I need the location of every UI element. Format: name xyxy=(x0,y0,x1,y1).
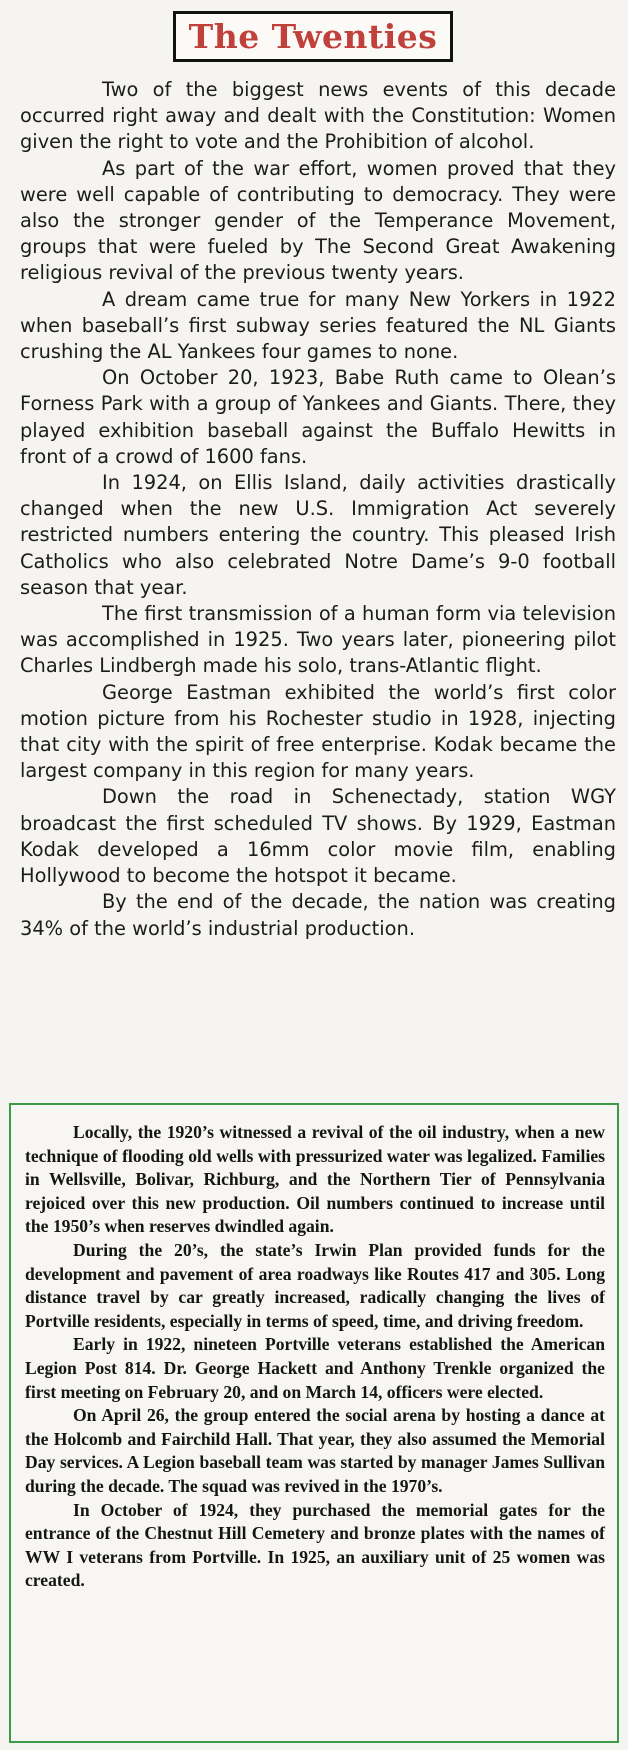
main-article xyxy=(20,77,616,942)
article-paragraph: A dream came true for many New Yorkers in 1922 when baseball’s first subway series featured the NL Giants crushing the AL Yankees four games to none. xyxy=(20,287,616,364)
article-paragraph: The first transmission of a human form via television was accomplished in 1925. Two years later, pioneering pilot Charles Lindbergh made his solo, trans-Atlantic flight. xyxy=(20,602,616,678)
article-paragraph: In 1924, on Ellis Island, daily activities drastically changed when the new U.S. Immigration Act severely restricted numbers entering the country. This pleased Irish Catholics who also celebrated Notre Dame’s 9-0 football season that year. xyxy=(20,471,616,599)
page-title: The Twenties xyxy=(188,17,438,56)
article-paragraph: As part of the war effort, women proved that they were well capable of contributing to democracy. They were also the stronger gender of the Temperance Movement, groups that were fueled by The Second Great Awakening religious revival of the previous twenty years. xyxy=(20,156,616,285)
local-paragraph: On April 26, the group entered the social arena by hosting a dance at the Holcomb and Fairchild Hall. That year, they also assumed the Memorial Day services. A Legion baseball team was started by manager James Sullivan during the decade. The squad was revived in the 1970’s. xyxy=(25,1405,605,1496)
local-paragraph: Early in 1922, nineteen Portville veterans established the American Legion Post 814. Dr. George Hackett and Anthony Trenkle organized the first meeting on February 20, and on March 14, officers were elected. xyxy=(25,1334,605,1402)
article-paragraph: On October 20, 1923, Babe Ruth came to Olean’s Forness Park with a group of Yankees and Giants. There, they played exhibition baseball against the Buffalo Hewitts in front of a crowd of 1600 fans. xyxy=(20,366,616,468)
article-paragraph: Down the road in Schenectady, station WGY broadcast the first scheduled TV shows. By 1929, Eastman Kodak developed a 16mm color movie film, enabling Hollywood to become the hotspot it became. xyxy=(20,785,616,888)
title-box xyxy=(173,11,453,62)
local-paragraph: During the 20’s, the state’s Irwin Plan provided funds for the development and pavement of area roadways like Routes 417 and 305. Long distance travel by car greatly increased, radically changing the lives of Portville residents, especially in terms of speed, time, and driving freedom. xyxy=(25,1239,605,1331)
article-paragraph: Two of the biggest news events of this decade occurred right away and dealt with the Constitution: Women given the right to vote and the Prohibition of alcohol. xyxy=(20,78,616,154)
local-paragraph: Locally, the 1920’s witnessed a revival of the oil industry, when a new technique of flooding old wells with pressurized water was legalized. Families in Wellsville, Bolivar, Richburg, and the Northern Tier of Pennsylvania rejoiced over this new production. Oil numbers continued to increase until the 1950’s when reserves dwindled again. xyxy=(25,1122,605,1237)
article-paragraph: By the end of the decade, the nation was creating 34% of the world’s industrial production. xyxy=(20,890,616,940)
local-paragraph: In October of 1924, they purchased the memorial gates for the entrance of the Chestnut Hill Cemetery and bronze plates with the names of WW I veterans from Portville. In 1925, an auxiliary unit of 25 women was created. xyxy=(25,1499,605,1591)
local-history-box xyxy=(9,1103,619,1743)
article-paragraph: George Eastman exhibited the world’s first color motion picture from his Rochester studio in 1928, injecting that city with the spirit of free enterprise. Kodak became the largest company in this region for many years. xyxy=(20,680,616,783)
